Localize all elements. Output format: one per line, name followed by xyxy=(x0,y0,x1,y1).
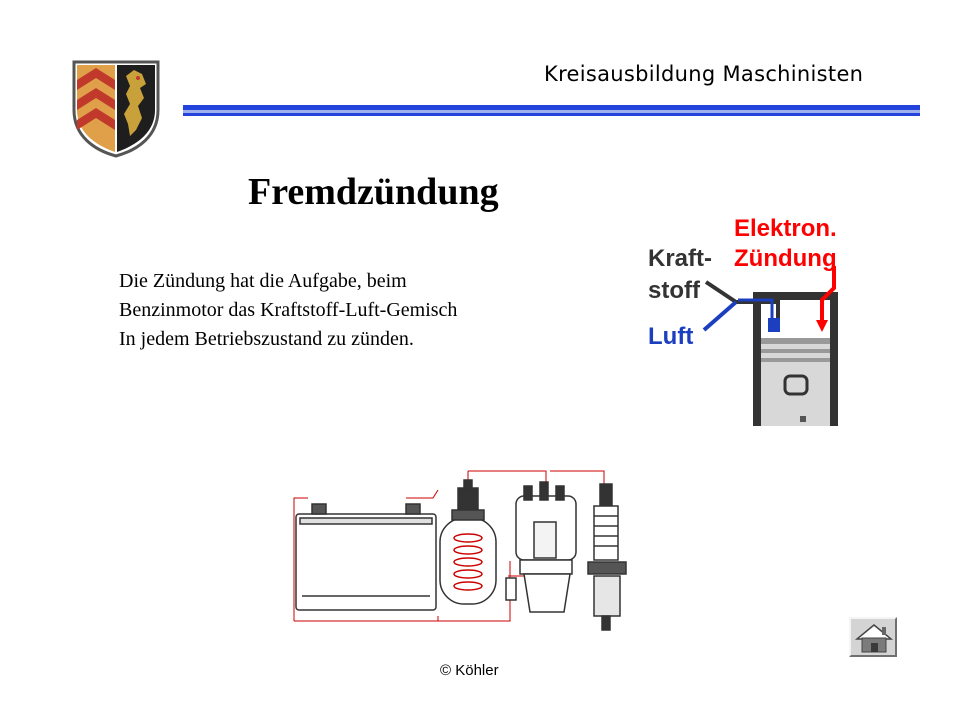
label-ignition-line2: Zündung xyxy=(734,245,837,272)
ignition-engine-diagram xyxy=(640,204,870,426)
body-line: Die Zündung hat die Aufgabe, beim xyxy=(119,270,407,292)
footer-copyright: © Köhler xyxy=(440,662,499,679)
coat-of-arms-logo xyxy=(68,58,164,158)
label-air: Luft xyxy=(648,323,694,350)
slide-body-text xyxy=(119,267,457,354)
label-fuel-line1: Kraft- xyxy=(648,245,712,272)
body-line: In jedem Betriebszustand zu zünden. xyxy=(119,328,414,350)
slide-title: Fremdzündung xyxy=(248,171,499,213)
ignition-system-drawing xyxy=(288,466,636,636)
body-line: Benzinmotor das Kraftstoff-Luft-Gemisch xyxy=(119,299,458,321)
header-title: Kreisausbildung Maschinisten xyxy=(544,62,864,86)
header-divider xyxy=(183,102,920,120)
label-fuel-line2: stoff xyxy=(648,277,700,304)
home-button[interactable] xyxy=(849,617,897,657)
label-ignition-line1: Elektron. xyxy=(734,215,837,242)
home-icon xyxy=(854,621,894,655)
